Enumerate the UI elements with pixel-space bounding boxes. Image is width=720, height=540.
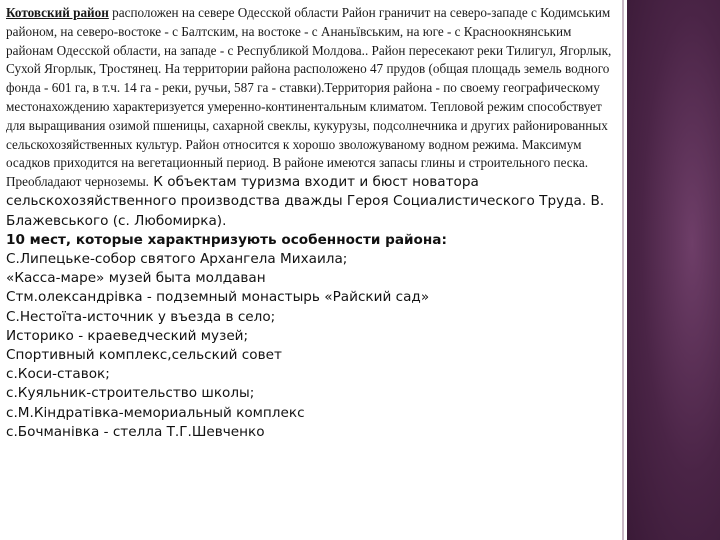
list-item: с.Коси-ставок; [6, 366, 110, 383]
tourism-text: К объектам туризма входит и бюст новатора сельскохозяйственного производства дважды Героя Социалистического Труда. В. Блажевського (с. Любомирка). [6, 174, 605, 229]
list-item: С.Нестоїта-источник у въезда в село; [6, 308, 276, 325]
places-list [6, 250, 618, 442]
list-item: с.Бочманівка - стелла Т.Г.Шевченко [6, 423, 265, 440]
band-divider [622, 0, 624, 540]
list-item: Историко - краеведческий музей; [6, 327, 249, 344]
intro-paragraph [6, 4, 618, 231]
list-item: Спортивный комплекс,сельский совет [6, 347, 282, 363]
decorative-band [627, 0, 720, 540]
slide-content [6, 4, 618, 442]
district-name: Котовский район [6, 5, 109, 20]
list-item: С.Липецьке-собор святого Архангела Михаила; [6, 250, 348, 267]
list-item: «Касса-маре» музей быта молдаван [6, 270, 266, 287]
list-item: с.М.Кіндратівка-мемориальный комплекс [6, 404, 305, 421]
district-description: расположен на севере Одесской области Район граничит на северо-западе с Кодимським районом, на северо-востоке - с Балтским, на востоке - с Ананьївським, на юге - с Красноокнянським районам Одесской области, на западе - с Республикой Молдова.. Район пересекают реки Тилигул, Ягорлык, Сухой Ягорлык, Тростянец. На территории района расположено 47 прудов (общая площадь земель водного фонда - 601 га, в т.ч. 14 га - реки, ручьи, 587 га - ставки).Территория района - по своему географическому местонахождению характеризуется умеренно-континентальным климатом. Тепловой режим способствует для выращивания озимой пшеницы, сахарной свеклы, кукурузы, подсолнечника и других районированных сельскохозяйственных культур. Район относится к хорошо зволожуваному водном режима. Максимум осадков приходится на вегетационный период. В районе имеются запасы глины и строительного песка. Преобладают черноземы. [6, 5, 612, 190]
places-heading: 10 мест, которые характнризують особенности района: [6, 231, 447, 248]
list-item: Стм.олександрівка - подземный монастырь «Райский сад» [6, 289, 430, 306]
list-item: с.Куяльник-строительство школы; [6, 385, 255, 402]
